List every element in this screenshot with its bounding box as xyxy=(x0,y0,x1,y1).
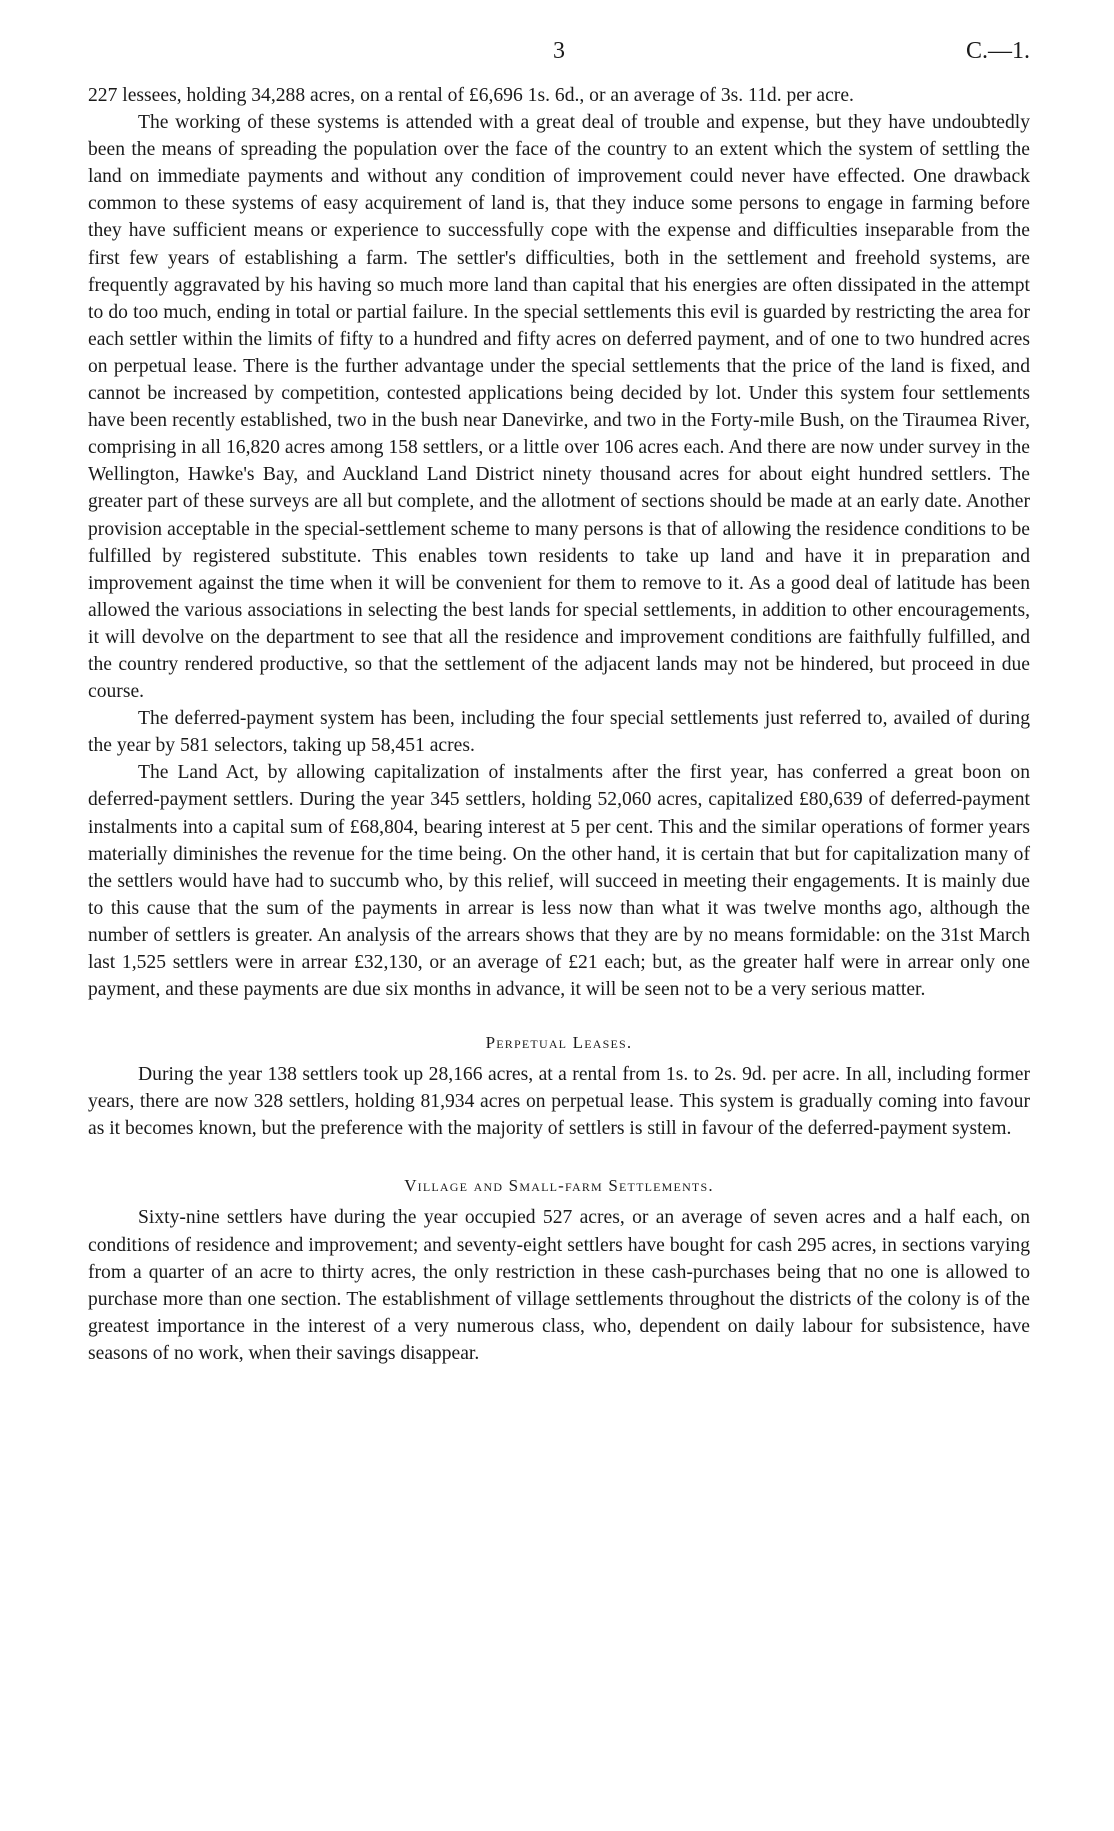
paragraph-village-settlements: Sixty-nine settlers have during the year occupied 527 acres, or an average of seven acres and a half each, on conditions of residence and improvement; and seventy-eight settlers have bought for cash 295 acres, in sections varying from a quarter of an acre to thirty acres, the only restriction in these cash-purchases being that no one is allowed to purchase more than one section. The establishment of village settlements throughout the districts of the colony is of the greatest importance in the interest of a very numerous class, who, dependent on daily labour for subsistence, have seasons of no work, when their savings disappear. xyxy=(88,1207,1030,1364)
page-header xyxy=(88,38,1030,82)
document-reference: C.—1. xyxy=(965,38,1030,64)
document-page xyxy=(88,38,1030,1367)
paragraph-lessees: 227 lessees, holding 34,288 acres, on a rental of £6,696 1s. 6d., or an average of 3s. 11d. per acre. xyxy=(88,85,854,106)
paragraph-systems: The working of these systems is attended with a great deal of trouble and expense, but they have undoubtedly been the means of spreading the population over the face of the country to an extent which the system of settling the land on immediate payments and without any condition of improvement could never have effected. One drawback common to these systems of easy acquirement of land is, that they induce some persons to engage in farming before they have sufficient means or experience to successfully cope with the expense and difficulties inseparable from the first few years of establishing a farm. The settler's difficulties, both in the settlement and freehold systems, are frequently aggravated by his having so much more land than capital that his energies are often dissipated in the attempt to do too much, ending in total or partial failure. In the special settlements this evil is guarded by restricting the area for each settler within the limits of fifty to a hundred and fifty acres on deferred payment, and of one to two hundred acres on perpetual lease. There is the further advantage under the special settlements that the price of the land is fixed, and cannot be increased by competition, contested applications being decided by lot. Under this system four settlements have been recently established, two in the bush near Danevirke, and two in the Forty-mile Bush, on the Tiraumea River, comprising in all 16,820 acres among 158 settlers, or a little over 106 acres each. And there are now under survey in the Wellington, Hawke's Bay, and Auckland Land District ninety thousand acres for about eight hundred settlers. The greater part of these surveys are all but complete, and the allotment of sections should be made at an early date. Another provision acceptable in the special-settlement scheme to many persons is that of allowing the residence conditions to be fulfilled by registered substitute. This enables town residents to take up land and have it in preparation and improvement against the time when it will be convenient for them to remove to it. As a good deal of latitude has been allowed the various associations in selecting the best lands for special settlements, in addition to other encouragements, it will devolve on the department to see that all the residence and improvement conditions are faithfully fulfilled, and the country rendered productive, so that the settlement of the adjacent lands may not be hindered, but proceed in due course. xyxy=(88,112,1030,703)
page-number: 3 xyxy=(553,38,565,64)
heading-village-settlements: Village and Small-farm Settlements. xyxy=(404,1176,714,1196)
paragraph-land-act: The Land Act, by allowing capitalization of instalments after the first year, has conferred a great boon on deferred-payment settlers. During the year 345 settlers, holding 52,060 acres, capitalized £80,639 of deferred-payment instalments into a capital sum of £68,804, bearing interest at 5 per cent. This and the similar operations of former years materially diminishes the revenue for the time being. On the other hand, it is certain that but for capitalization many of the settlers would have had to succumb who, by this relief, will succeed in meeting their engagements. It is mainly due to this cause that the sum of the payments in arrear is less now than what it was twelve months ago, although the number of settlers is greater. An analysis of the arrears shows that they are by no means formidable: on the 31st March last 1,525 settlers were in arrear £32,130, or an average of £21 each; but, as the greater half were in arrear only one payment, and these payments are due six months in advance, it will be seen not to be a very serious matter. xyxy=(88,762,1030,1001)
heading-perpetual-leases: Perpetual Leases. xyxy=(485,1033,633,1053)
paragraph-perpetual-leases: During the year 138 settlers took up 28,166 acres, at a rental from 1s. to 2s. 9d. per acre. In all, including former years, there are now 328 settlers, holding 81,934 acres on perpetual lease. This system is gradually coming into favour as it becomes known, but the preference with the majority of settlers is still in favour of the deferred-payment system. xyxy=(88,1064,1030,1140)
paragraph-deferred-payment: The deferred-payment system has been, including the four special settlements just referred to, availed of during the year by 581 selectors, taking up 58,451 acres. xyxy=(88,708,1030,757)
